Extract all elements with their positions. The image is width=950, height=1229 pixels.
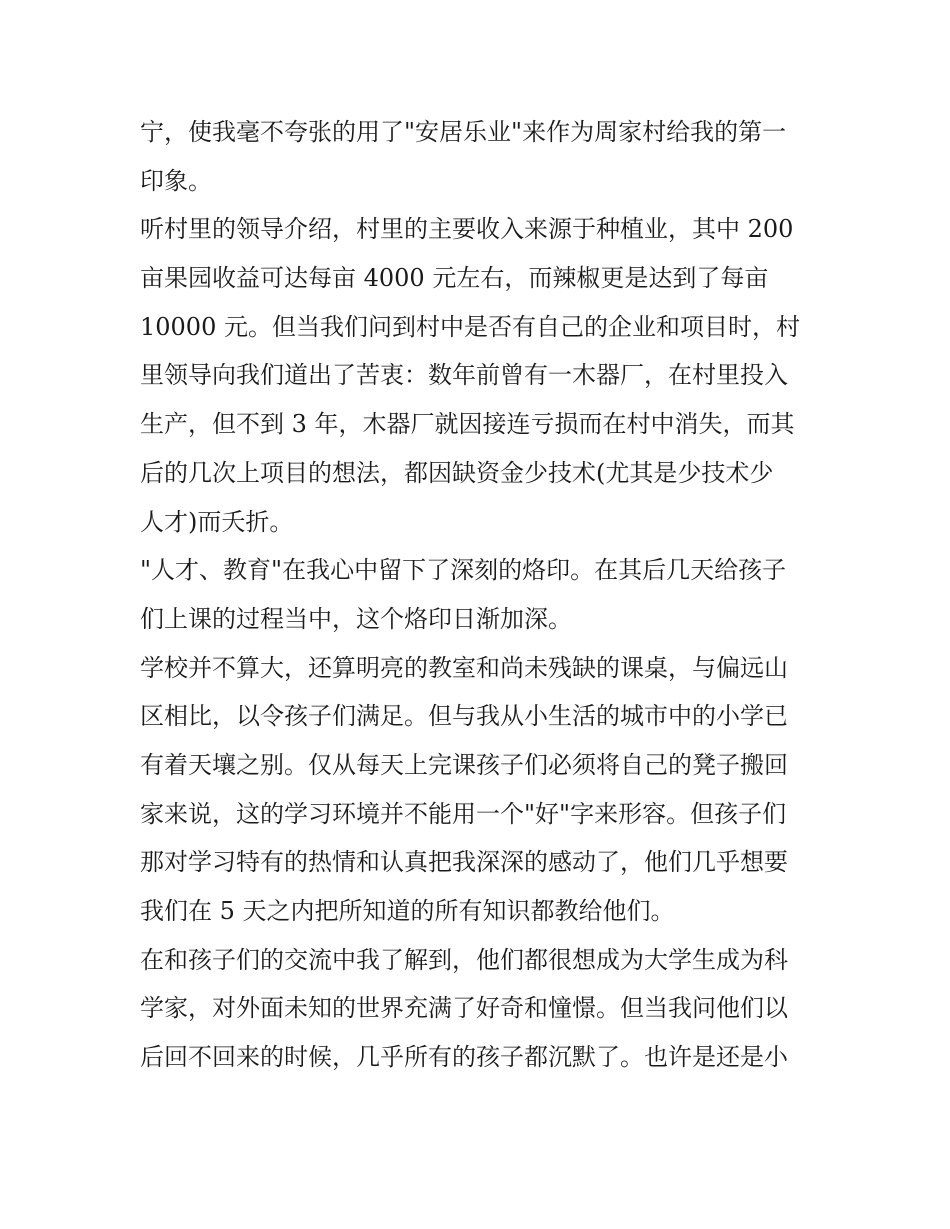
text-line-2: 印象。	[140, 166, 212, 195]
text-line-3: 听村里的领导介绍，村里的主要收入来源于种植业，其中 200	[140, 215, 794, 244]
text-line-5: 10000 元。但当我们问到村中是否有自己的企业和项目时，村	[140, 312, 800, 341]
text-line-20: 后回不回来的时候，几乎所有的孩子都沉默了。也许是还是小	[140, 1043, 788, 1072]
text-line-15: 家来说，这的学习环境并不能用一个"好"字来形容。但孩子们	[140, 799, 787, 828]
text-line-10: "人才、教育"在我心中留下了深刻的烙印。在其后几天给孩子	[140, 556, 787, 585]
text-line-1: 宁，使我毫不夸张的用了"安居乐业"来作为周家村给我的第一	[140, 118, 787, 146]
text-line-18: 在和孩子们的交流中我了解到，他们都很想成为大学生成为科	[140, 945, 788, 974]
text-line-12: 学校并不算大，还算明亮的教室和尚未残缺的课桌，与偏远山	[140, 653, 788, 682]
text-line-13: 区相比，以令孩子们满足。但与我从小生活的城市中的小学已	[140, 702, 788, 731]
document-body	[140, 108, 820, 1082]
text-line-19: 学家，对外面未知的世界充满了好奇和憧憬。但当我问他们以	[140, 994, 788, 1023]
text-line-8: 后的几次上项目的想法，都因缺资金少技术(尤其是少技术少	[140, 458, 774, 487]
text-line-11: 们上课的过程当中，这个烙印日渐加深。	[140, 604, 572, 633]
text-line-14: 有着天壤之别。仅从每天上完课孩子们必须将自己的凳子搬回	[140, 750, 788, 779]
text-line-16: 那对学习特有的热情和认真把我深深的感动了，他们几乎想要	[140, 848, 788, 877]
text-line-6: 里领导向我们道出了苦衷：数年前曾有一木器厂，在村里投入	[140, 361, 788, 390]
text-line-4: 亩果园收益可达每亩 4000 元左右，而辣椒更是达到了每亩	[140, 264, 769, 293]
text-line-9: 人才)而夭折。	[140, 507, 294, 536]
text-line-17: 我们在 5 天之内把所知道的所有知识都教给他们。	[140, 897, 675, 925]
text-line-7: 生产，但不到 3 年，木器厂就因接连亏损而在村中消失，而其	[140, 410, 795, 439]
